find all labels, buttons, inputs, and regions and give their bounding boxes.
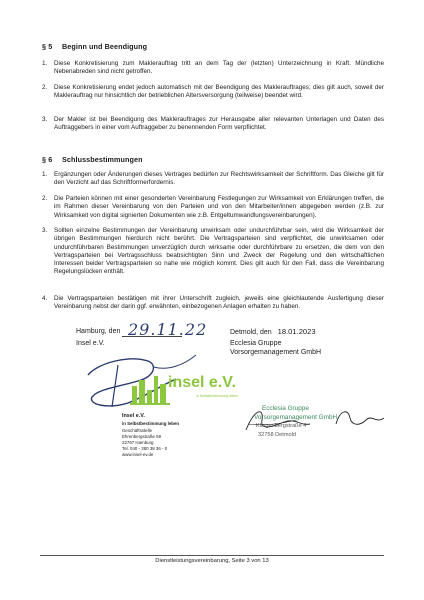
footer-rule (40, 555, 384, 556)
signature-place-right: Detmold, den 18.01.2023 (230, 327, 316, 336)
clause-6-1: 1. Ergänzungen oder Änderungen dieses Vertrages bedürfen zur Rechtswirksamkeit der Schriftform. Das Gleiche gilt für den Verzicht auf das Schriftformerfordernis. (42, 171, 384, 187)
stamp-left-line-3: 22767 Hamburg (122, 440, 154, 445)
signature-party-right-line-1: Ecclesia Gruppe (230, 340, 282, 347)
handwritten-date-left: 29.11.22 (128, 320, 208, 339)
page-footer: Dienstleistungsvereinbarung, Seite 3 von 13 (155, 558, 269, 564)
clause-5-1: 1. Diese Konkretisierung zum Maklerauftrag tritt an dem Tag der (letzten) Unterzeichnung in Kraft. Mündliche Nebenabreden sind nicht getroffen. (42, 60, 384, 76)
signature-party-left: Insel e.V. (76, 340, 105, 347)
stamp-right-line-4: 32758 Detmold (258, 432, 296, 438)
skyline-icon (130, 372, 170, 406)
signature-scribble-right (240, 400, 390, 440)
clause-6-2: 2. Die Parteien können mit einer gesonderten Vereinbarung Festlegungen zur Wirksamkeit von Erklärungen treffen, die im Rahmen dieser Vereinbarung von den Parteien und von den Mitarbeiter/innen abgegeben werden (z.B. zur Wirksamkeit von digital signierten Dokumenten wie z.B. Entgeltumwandlungsvereinbarungen). (42, 195, 384, 219)
stamp-left-line-1: Geschäftsstelle (122, 428, 153, 433)
clause-6-4: 4. Die Vertragsparteien bestätigen mit ihrer Unterschrift zugleich, jeweils eine gleichlautende Ausfertigung dieser Vereinbarung nebst der darin ggf. erwähnten, einbezogenen Anlagen erhalten zu haben. (42, 295, 384, 311)
date-line-left (122, 336, 182, 337)
stamp-left-name: Insel e.V. (122, 413, 145, 419)
section-heading-5: § 5 Beginn und Beendigung (42, 42, 148, 51)
stamp-left-line-2: Ehrenbergstraße 59 (122, 434, 162, 439)
signature-party-right-line-2: Vorsorgemanagement GmbH (230, 349, 322, 356)
stamp-right-line-2: Vorsorgemanagement GmbH (254, 414, 338, 421)
logo-tagline: in Selbstbestimmung leben (196, 394, 239, 398)
clause-5-2: 2. Diese Konkretisierung endet jedoch automatisch mit der Beendigung des Maklerauftrages; dies gilt auch, soweit der Maklerauftrag nur hinsichtlich der betrieblichen Altersversorgung (teilweise) beendet wird. (42, 84, 384, 100)
clause-6-3: 3. Sollten einzelne Bestimmungen der Vereinbarung unwirksam oder undurchführbar sein, wird die Wirksamkeit der übrigen Bestimmungen hierdurch nicht berührt. Die Vertragsparteien sind verpflichtet, die unwirksamen oder undurchführbaren Bestimmungen unverzüglich durch wirksame oder durchführbare zu ersetzen, die dem von den Vertragsparteien bei Vertragsschluss beabsichtigten Sinn und Zweck der Regelung und den wirtschaftlichen Interessen beider Vertragsparteien so nahe wie möglich kommt. Dies gilt auch für den Fall, dass die Vereinbarung Regelungslücken enthält. (42, 227, 384, 276)
logo-wordmark: insel e.V. (168, 374, 236, 391)
stamp-left-line-4: Tel. 040 - 380 38 36 - 0 (122, 446, 168, 451)
section-heading-6: § 6 Schlussbestimmungen (42, 155, 143, 164)
signature-place-left: Hamburg, den (76, 328, 121, 335)
clause-5-3: 3. Der Makler ist bei Beendigung des Maklerauftrages zur Herausgabe aller relevanten Unterlagen und Daten des Auftraggebers in einer vom Auftraggeber zu benennenden Form verpflichtet. (42, 116, 384, 132)
insel-logo (130, 372, 239, 406)
stamp-left-line-5: www.insel-ev.de (122, 452, 154, 457)
stamp-left-subtitle: in Selbstbestimmung leben (122, 421, 180, 426)
stamp-right-line-3: Klingenbergstraße 4 (256, 423, 307, 429)
stamp-right-line-1: Ecclesia Gruppe (262, 405, 309, 412)
